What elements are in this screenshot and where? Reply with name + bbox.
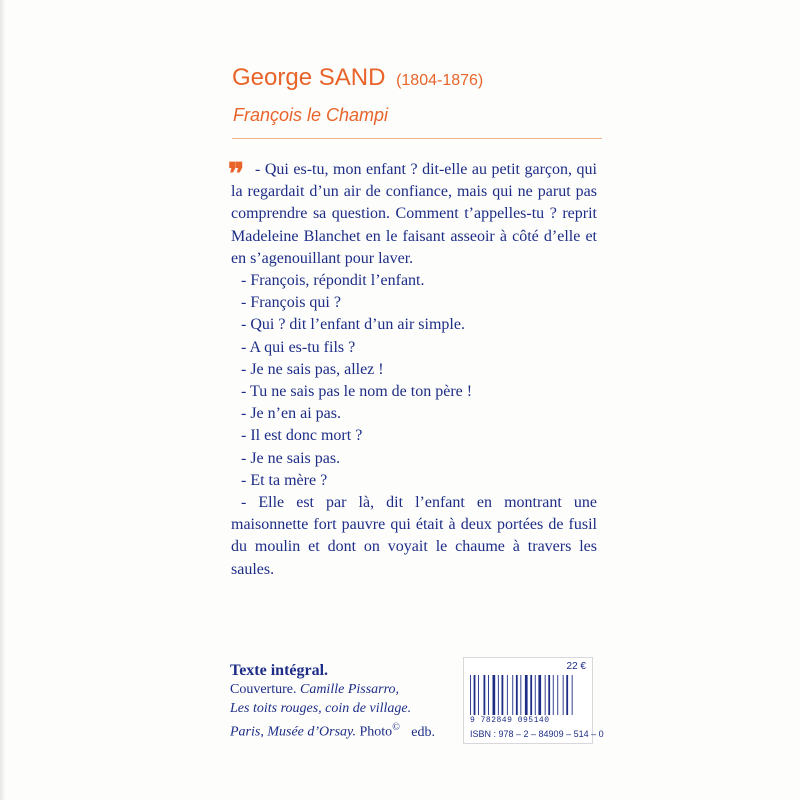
dialogue-line: - Je n’en ai pas. [241, 405, 341, 423]
copyright-symbol: © [392, 722, 400, 733]
credits-line-museum [230, 718, 460, 742]
dialogue-line: - Il est donc mort ? [241, 427, 363, 445]
credits-line-cover [230, 680, 460, 699]
barcode-icon [468, 675, 588, 715]
book-title: François le Champi [233, 105, 389, 125]
dialogue-line: - François, répondit l’enfant. [241, 272, 425, 290]
price-label: 22 € [566, 661, 586, 672]
credits-edb: edb. [411, 724, 436, 740]
cover-credits [230, 661, 460, 742]
dialogue-line: - Je ne sais pas. [241, 449, 341, 467]
title-divider [232, 138, 602, 139]
isbn-number: ISBN : 978 – 2 – 84909 – 514 – 0 [470, 729, 604, 739]
barcode-digits: 9 782849 095140 [470, 716, 550, 725]
dialogue-line: - Tu ne sais pas le nom de ton père ! [241, 383, 473, 401]
dialogue-line: - Qui ? dit l’enfant d’un air simple. [241, 316, 465, 334]
excerpt-text [231, 159, 597, 581]
dialogue-line: - A qui es-tu fils ? [241, 338, 356, 356]
credits-museum: Paris, Musée d’Orsay. [230, 724, 356, 740]
credits-cover-label: Couverture. [230, 682, 297, 697]
author-heading [232, 64, 483, 92]
quote-mark-icon: ❜❜ [228, 158, 242, 191]
credits-heading: Texte intégral. [230, 662, 329, 679]
excerpt-paragraph: - Qui es-tu, mon enfant ? dit-elle au petit garçon, qui la regardait d’un air de confiance, mais qui ne parut pas comprendre sa question. Comment t’appelles-tu ? reprit Madeleine Blanchet en le faisant asseoir à côté d’elle et en s’agenouillant pour laver. [231, 161, 597, 267]
author-name: George SAND [232, 64, 386, 91]
author-dates: (1804-1876) [396, 72, 484, 89]
dialogue-line: - Je ne sais pas, allez ! [241, 360, 384, 378]
credits-photo: Photo [359, 724, 393, 740]
excerpt-last-paragraph: - Elle est par là, dit l’enfant en montrant une maisonnette fort pauvre qui était à deux portées de fusil du moulin et dont on voyait le chaume à travers les saules. [231, 494, 597, 578]
dialogue-line: - François qui ? [241, 294, 341, 312]
barcode-box [463, 657, 604, 744]
credits-painter: Camille Pissarro, [299, 682, 400, 697]
spine-shadow [0, 0, 6, 800]
credits-painting: Les toits rouges, coin de village. [230, 701, 412, 716]
dialogue-line: - Et ta mère ? [241, 471, 328, 489]
